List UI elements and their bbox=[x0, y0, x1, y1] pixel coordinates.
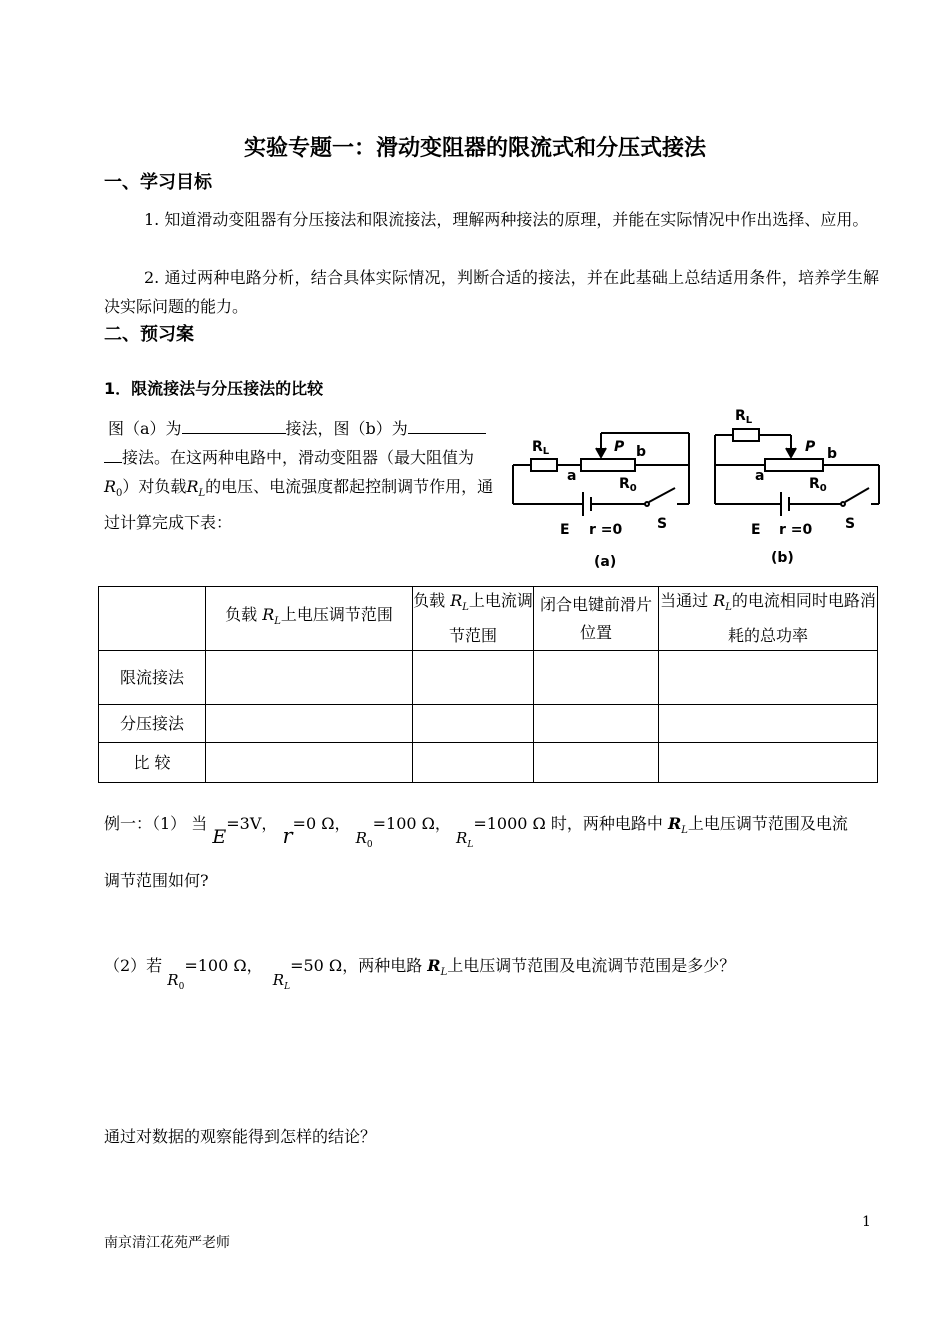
r0-value: =100 Ω， bbox=[372, 814, 451, 833]
r0-subscript: 0 bbox=[116, 488, 123, 500]
table-cell[interactable] bbox=[659, 743, 878, 783]
table-header-voltage: 负载 $R_L$上电压调节范围 bbox=[206, 587, 413, 651]
formula-rl-sub: L bbox=[467, 840, 474, 850]
label-b-a: b bbox=[636, 444, 647, 460]
resistor-rl-b bbox=[733, 429, 759, 441]
label-a-b: a bbox=[755, 468, 765, 484]
intro-text-a: 图（a）为 bbox=[108, 419, 182, 438]
e-value: =3V， bbox=[226, 814, 278, 833]
row-label-voltage-divider: 分压接法 bbox=[99, 705, 206, 743]
formula-r0: R bbox=[355, 829, 367, 847]
example-2 bbox=[104, 953, 736, 992]
section-preview: 二、预习案 bbox=[104, 324, 194, 345]
q2-r0-value: =100 Ω， bbox=[184, 956, 263, 975]
blank-a[interactable] bbox=[182, 415, 286, 434]
table-cell[interactable] bbox=[413, 705, 534, 743]
label-p-b: P bbox=[805, 439, 816, 455]
formula-r0-sub: 0 bbox=[366, 840, 373, 850]
goal-1: 1. 知道滑动变阻器有分压接法和限流接法，理解两种接法的原理，并能在实际情况中作出选择、应用。 bbox=[144, 210, 869, 229]
q2-formula-r0: R bbox=[167, 971, 179, 989]
footer-author: 南京清江花苑严老师 bbox=[104, 1235, 230, 1251]
label-s-a: S bbox=[657, 516, 668, 532]
slider-arrow-b bbox=[786, 448, 796, 457]
q2-formula-r0-sub: 0 bbox=[178, 982, 185, 992]
intro-paragraph bbox=[104, 414, 496, 537]
label-b-b: b bbox=[827, 446, 838, 462]
label-r-a: r =0 bbox=[589, 522, 623, 538]
q2-label: （2）若 bbox=[104, 956, 163, 975]
circuit-b-labels bbox=[735, 408, 855, 566]
rheostat-r0-b bbox=[765, 459, 823, 471]
q2-tail: 上电压调节范围及电流调节范围是多少？ bbox=[447, 956, 736, 975]
table-cell[interactable] bbox=[534, 651, 659, 705]
r0-symbol: R bbox=[104, 477, 117, 496]
resistor-rl-a bbox=[531, 459, 557, 471]
example-label: 例一：（1） 当 bbox=[104, 814, 208, 833]
table-header-power: 当通过 $R_L$的电流相同时电路消耗的总功率 bbox=[659, 587, 878, 651]
table-cell[interactable] bbox=[413, 651, 534, 705]
label-rl-a: $R_L$ bbox=[532, 439, 550, 457]
intro-text-e: 的电压、电流强度都起控制调节作用，通过计算完成下表： bbox=[104, 477, 494, 533]
table-header-current: 负载 $R_L$上电流调节范围 bbox=[413, 587, 534, 651]
rheostat-r0-a bbox=[581, 459, 635, 471]
intro-text-b: 接法，图（b）为 bbox=[285, 419, 408, 438]
blank-b-1[interactable] bbox=[408, 415, 486, 434]
example-1-line-1 bbox=[104, 810, 884, 850]
table-header-row bbox=[99, 587, 878, 651]
caption-b: (b) bbox=[771, 550, 794, 566]
table-header-slider: 闭合电键前滑片位置 bbox=[534, 587, 659, 651]
table-row bbox=[99, 705, 878, 743]
r-value: =0 Ω， bbox=[292, 814, 351, 833]
q2-formula-rl: R bbox=[272, 971, 285, 989]
row-label-current-limit: 限流接法 bbox=[99, 651, 206, 705]
rl-value: =1000 Ω 时，两种电路中 bbox=[473, 814, 663, 833]
rl-text: R bbox=[667, 814, 682, 833]
slider-arrow-a bbox=[596, 448, 606, 457]
table-cell[interactable] bbox=[413, 743, 534, 783]
label-rl-b: $R_L$ bbox=[735, 408, 753, 426]
q2-formula-rl-sub: L bbox=[284, 982, 291, 992]
label-r-b: r =0 bbox=[779, 522, 813, 538]
goal-2: 2. 通过两种电路分析，结合具体实际情况，判断合适的接法，并在此基础上总结适用条件，培养学生解决实际问题的能力。 bbox=[104, 268, 879, 316]
intro-text-d: ）对负载 bbox=[122, 477, 187, 496]
table-row bbox=[99, 743, 878, 783]
comparison-table bbox=[98, 586, 878, 783]
section-learning-goals: 一、学习目标 bbox=[104, 172, 212, 193]
table-row bbox=[99, 651, 878, 705]
circuit-b bbox=[715, 429, 879, 516]
table-cell[interactable] bbox=[659, 651, 878, 705]
rl-text-sub: L bbox=[681, 825, 688, 837]
blank-b-2[interactable] bbox=[104, 444, 122, 463]
page-number: 1 bbox=[862, 1214, 871, 1230]
conclusion-question: 通过对数据的观察能得到怎样的结论？ bbox=[104, 1127, 377, 1146]
label-p-a: P bbox=[614, 439, 625, 455]
example-tail: 上电压调节范围及电流 bbox=[687, 814, 848, 833]
intro-text-c: 接法。在这两种电路中，滑动变阻器（最大阻值为 bbox=[122, 448, 475, 467]
q2-rl-text-sub: L bbox=[440, 967, 448, 979]
label-s-b: S bbox=[845, 516, 856, 532]
formula-r: r bbox=[282, 824, 293, 848]
q2-rl-value: =50 Ω，两种电路 bbox=[290, 956, 423, 975]
switch-a bbox=[649, 488, 675, 502]
caption-a: (a) bbox=[594, 554, 617, 570]
circuit-diagrams bbox=[505, 400, 895, 575]
label-e-b: E bbox=[751, 522, 761, 538]
rl-subscript: L bbox=[198, 488, 206, 500]
label-r0-b: $R_0$ bbox=[809, 476, 827, 494]
subsection-comparison: 1．限流接法与分压接法的比较 bbox=[104, 379, 324, 398]
table-cell[interactable] bbox=[534, 705, 659, 743]
label-e-a: E bbox=[560, 522, 570, 538]
table-cell[interactable] bbox=[206, 651, 413, 705]
rl-symbol: R bbox=[186, 477, 199, 496]
q2-rl-text: R bbox=[427, 956, 441, 975]
formula-e: E bbox=[212, 826, 227, 848]
row-label-compare: 比 较 bbox=[99, 743, 206, 783]
table-cell[interactable] bbox=[659, 705, 878, 743]
label-a-a: a bbox=[567, 468, 577, 484]
table-header-empty bbox=[99, 587, 206, 651]
switch-b bbox=[845, 488, 869, 502]
example-1-line-2: 调节范围如何? bbox=[104, 871, 209, 890]
table-cell[interactable] bbox=[534, 743, 659, 783]
table-cell[interactable] bbox=[206, 743, 413, 783]
table-cell[interactable] bbox=[206, 705, 413, 743]
formula-rl: R bbox=[456, 829, 468, 847]
page-title: 实验专题一：滑动变阻器的限流式和分压式接法 bbox=[243, 136, 706, 161]
label-r0-a: $R_0$ bbox=[619, 476, 637, 494]
